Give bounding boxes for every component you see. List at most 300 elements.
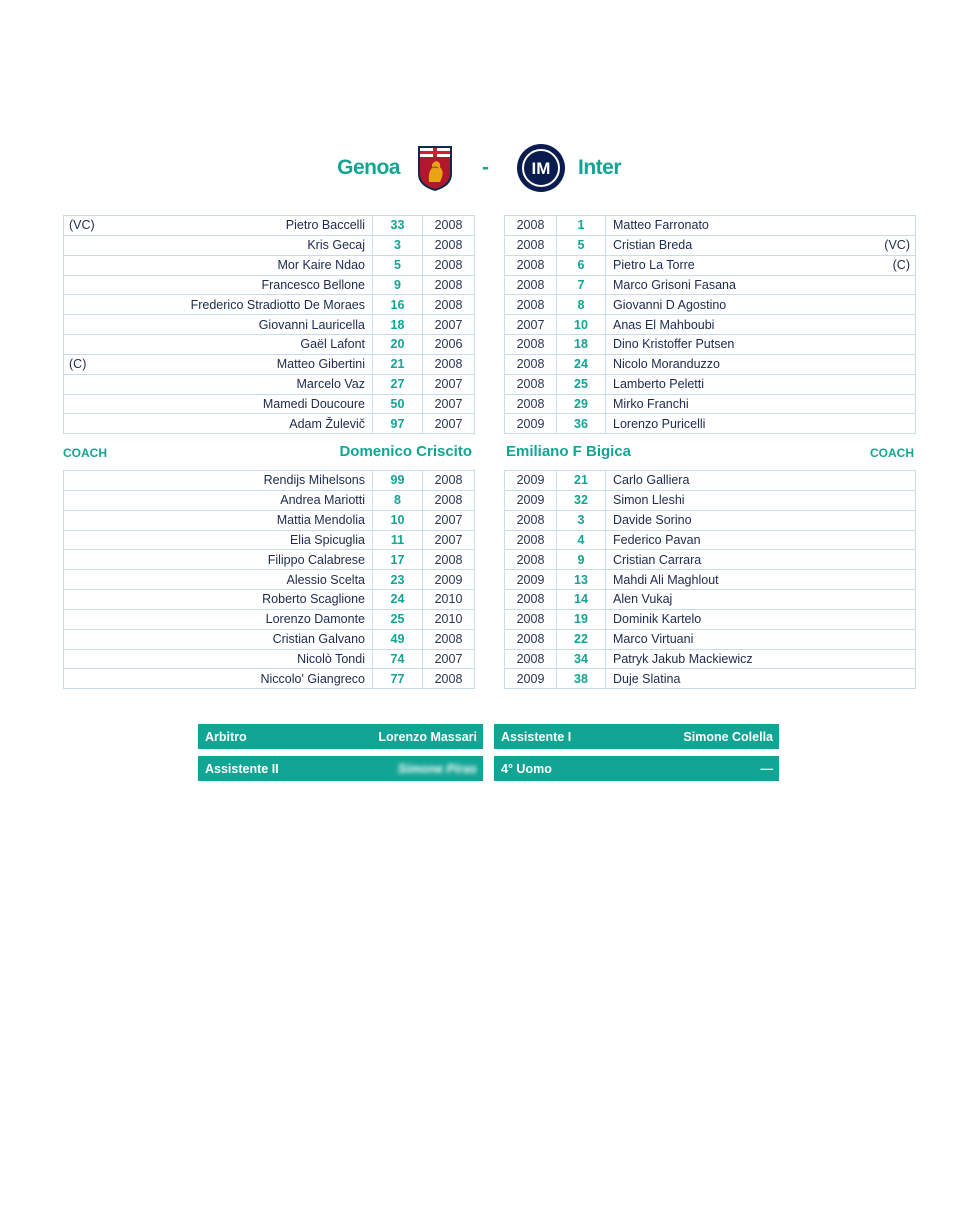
player-name — [606, 235, 916, 255]
table-row — [505, 216, 916, 236]
player-year — [423, 570, 475, 590]
away-subs-table — [504, 470, 916, 689]
player-name — [64, 570, 373, 590]
player-year-text: 2008 — [434, 357, 463, 372]
player-name-text: Adam Žulevič — [289, 416, 365, 431]
player-name-text: Giovanni D Agostino — [613, 297, 727, 312]
player-year-text: 2008 — [516, 612, 545, 627]
player-year-text: 2007 — [434, 416, 463, 431]
player-name-text: Alen Vukaj — [613, 592, 673, 607]
player-name-text: Dominik Kartelo — [613, 612, 702, 627]
player-year — [505, 335, 557, 355]
match-separator: - — [482, 156, 489, 179]
table-row — [64, 216, 475, 236]
player-name — [64, 216, 373, 236]
player-year-text: 2008 — [516, 513, 545, 528]
player-number — [557, 490, 606, 510]
player-year — [423, 235, 475, 255]
player-year-text: 2010 — [434, 612, 463, 627]
table-row — [64, 490, 475, 510]
player-name — [64, 295, 373, 315]
player-number-text: 24 — [390, 592, 405, 607]
player-year — [505, 235, 557, 255]
player-year — [423, 216, 475, 236]
table-row — [505, 335, 916, 355]
player-name-text: Nicolò Tondi — [297, 652, 365, 667]
table-row — [64, 394, 475, 414]
player-year — [505, 295, 557, 315]
player-name — [64, 669, 373, 689]
player-name-text: Mor Kaire Ndao — [277, 258, 365, 273]
player-number-text: 74 — [390, 652, 405, 667]
player-number — [557, 550, 606, 570]
player-number-text: 38 — [574, 671, 588, 686]
table-row — [505, 235, 916, 255]
official-label: Assistente II — [205, 762, 279, 776]
away-coach-name: Emiliano F Bigica — [506, 443, 632, 460]
player-number — [373, 216, 423, 236]
player-number — [557, 510, 606, 530]
player-name — [606, 394, 916, 414]
player-name-text: Matteo Gibertini — [276, 357, 365, 372]
player-name — [606, 629, 916, 649]
official-value: Simone Colella — [683, 730, 773, 744]
player-year-text: 2008 — [516, 592, 545, 607]
official-assistant-2 — [198, 756, 483, 781]
player-year-text: 2008 — [516, 377, 545, 392]
player-name — [64, 255, 373, 275]
player-name — [606, 255, 916, 275]
player-number — [557, 335, 606, 355]
player-number — [373, 235, 423, 255]
player-name — [606, 275, 916, 295]
table-row — [64, 275, 475, 295]
player-number-text: 18 — [574, 337, 588, 352]
player-year-text: 2008 — [516, 397, 545, 412]
player-name-text: Mirko Franchi — [613, 397, 689, 412]
player-year — [505, 374, 557, 394]
player-year — [505, 315, 557, 335]
table-row — [64, 609, 475, 629]
player-number-text: 34 — [574, 652, 588, 667]
player-number — [557, 374, 606, 394]
player-year — [505, 669, 557, 689]
table-row — [505, 394, 916, 414]
captain-badge: (C) — [69, 357, 87, 372]
player-name-text: Mattia Mendolia — [276, 513, 365, 528]
player-year-text: 2008 — [434, 218, 463, 233]
player-number — [557, 275, 606, 295]
player-number — [373, 530, 423, 550]
player-year-text: 2008 — [434, 632, 463, 647]
player-year — [505, 471, 557, 491]
player-name — [64, 649, 373, 669]
player-number-text: 14 — [574, 592, 588, 607]
table-row — [505, 629, 916, 649]
player-name-text: Marco Virtuani — [613, 632, 694, 647]
player-number-text: 22 — [574, 632, 588, 647]
player-number — [557, 295, 606, 315]
table-row — [505, 490, 916, 510]
player-number-text: 23 — [390, 572, 405, 587]
player-number-text: 17 — [390, 552, 405, 567]
player-number — [373, 354, 423, 374]
player-name-text: Rendijs Mihelsons — [263, 473, 365, 488]
player-year — [423, 354, 475, 374]
player-year — [423, 414, 475, 434]
player-name — [606, 550, 916, 570]
player-year-text: 2008 — [516, 277, 545, 292]
table-row — [64, 510, 475, 530]
player-year — [505, 490, 557, 510]
player-name — [64, 590, 373, 610]
table-row — [505, 275, 916, 295]
player-name-text: Patryk Jakub Mackiewicz — [613, 652, 753, 667]
player-name-text: Andrea Mariotti — [280, 493, 365, 508]
player-number — [557, 394, 606, 414]
player-year — [505, 510, 557, 530]
player-number — [557, 530, 606, 550]
player-year — [505, 255, 557, 275]
player-number — [557, 414, 606, 434]
player-name-text: Federico Pavan — [613, 532, 701, 547]
player-name-text: Niccolo' Giangreco — [260, 671, 365, 686]
player-year-text: 2008 — [434, 671, 463, 686]
player-number — [557, 669, 606, 689]
player-year — [505, 649, 557, 669]
player-year-text: 2008 — [516, 218, 545, 233]
player-name — [64, 629, 373, 649]
player-number — [557, 216, 606, 236]
player-year — [505, 275, 557, 295]
table-row — [505, 609, 916, 629]
player-number — [557, 590, 606, 610]
player-year — [423, 295, 475, 315]
player-name-text: Lamberto Peletti — [613, 377, 705, 392]
player-year — [505, 530, 557, 550]
player-year — [423, 315, 475, 335]
player-number — [373, 374, 423, 394]
player-number-text: 5 — [577, 238, 585, 253]
table-row — [505, 354, 916, 374]
player-number-text: 3 — [394, 238, 401, 253]
player-name — [64, 374, 373, 394]
genoa-crest-icon — [416, 144, 454, 192]
player-name — [606, 510, 916, 530]
player-number-text: 27 — [390, 377, 405, 392]
table-row — [64, 649, 475, 669]
player-number-text: 25 — [574, 377, 588, 392]
player-number — [557, 609, 606, 629]
player-year-text: 2008 — [434, 552, 463, 567]
table-row — [64, 629, 475, 649]
player-year — [423, 335, 475, 355]
player-year — [423, 471, 475, 491]
player-number — [373, 669, 423, 689]
player-number — [557, 255, 606, 275]
player-name-text: Pietro Baccelli — [285, 218, 365, 233]
player-number-text: 19 — [574, 612, 588, 627]
player-year — [505, 570, 557, 590]
player-year — [423, 669, 475, 689]
table-row — [505, 315, 916, 335]
player-name — [606, 530, 916, 550]
player-year-text: 2008 — [516, 632, 545, 647]
table-row — [64, 335, 475, 355]
player-name-text: Davide Sorino — [613, 513, 692, 528]
player-name-text: Alessio Scelta — [286, 572, 365, 587]
player-number-text: 6 — [577, 258, 585, 273]
player-number-text: 99 — [390, 473, 405, 488]
player-year — [505, 216, 557, 236]
player-name — [64, 609, 373, 629]
player-year — [423, 255, 475, 275]
player-number — [373, 414, 423, 434]
player-year — [423, 394, 475, 414]
table-row — [505, 374, 916, 394]
player-year-text: 2009 — [516, 493, 545, 508]
player-year-text: 2008 — [516, 297, 545, 312]
player-number — [373, 590, 423, 610]
player-number-text: 36 — [574, 416, 588, 431]
player-year-text: 2008 — [516, 652, 545, 667]
table-row — [64, 295, 475, 315]
player-number-text: 25 — [390, 612, 405, 627]
away-starters-table — [504, 215, 916, 434]
player-number — [373, 490, 423, 510]
player-number — [373, 275, 423, 295]
player-name-text: Cristian Carrara — [613, 552, 702, 567]
table-row — [64, 530, 475, 550]
official-label: Assistente I — [501, 730, 572, 744]
player-number-text: 21 — [574, 473, 588, 488]
official-label: 4° Uomo — [501, 762, 552, 776]
player-name — [606, 609, 916, 629]
player-year — [423, 510, 475, 530]
player-number-text: 29 — [574, 397, 588, 412]
player-name-text: Giovanni Lauricella — [258, 317, 365, 332]
table-row — [64, 235, 475, 255]
table-row — [505, 649, 916, 669]
player-year-text: 2008 — [516, 552, 545, 567]
player-year-text: 2007 — [434, 397, 463, 412]
table-row — [64, 590, 475, 610]
player-number — [373, 471, 423, 491]
player-name — [64, 235, 373, 255]
inter-crest-icon — [516, 143, 566, 193]
player-name — [64, 530, 373, 550]
player-number-text: 8 — [394, 493, 401, 508]
player-name-text: Matteo Farronato — [613, 218, 709, 233]
table-row — [505, 510, 916, 530]
player-number-text: 32 — [574, 493, 588, 508]
player-year-text: 2009 — [516, 416, 545, 431]
table-row — [64, 471, 475, 491]
table-row — [505, 570, 916, 590]
official-assistant-1 — [494, 724, 779, 749]
player-name-text: Roberto Scaglione — [262, 592, 365, 607]
player-year — [423, 530, 475, 550]
table-row — [64, 414, 475, 434]
home-team-name: Genoa — [337, 156, 400, 179]
player-name — [606, 570, 916, 590]
player-number — [557, 649, 606, 669]
player-name — [64, 335, 373, 355]
player-year-text: 2008 — [434, 473, 463, 488]
player-number-text: 9 — [577, 552, 585, 567]
player-number — [373, 550, 423, 570]
player-year — [423, 649, 475, 669]
player-number-text: 49 — [390, 632, 405, 647]
player-name — [64, 315, 373, 335]
player-year — [423, 609, 475, 629]
player-number-text: 21 — [390, 357, 405, 372]
player-year-text: 2008 — [434, 297, 463, 312]
player-number-text: 9 — [394, 277, 401, 292]
home-subs-table — [63, 470, 475, 689]
player-name-text: Dino Kristoffer Putsen — [613, 337, 735, 352]
player-year-text: 2009 — [516, 473, 545, 488]
player-number-text: 77 — [390, 671, 405, 686]
player-number-text: 11 — [390, 532, 405, 547]
player-number-text: 13 — [574, 572, 588, 587]
player-number — [373, 629, 423, 649]
player-year-text: 2009 — [516, 671, 545, 686]
player-name-text: Filippo Calabrese — [267, 552, 365, 567]
home-coach-name: Domenico Criscito — [339, 443, 472, 460]
player-year — [423, 590, 475, 610]
away-coach-label: COACH — [870, 446, 914, 460]
player-year-text: 2009 — [516, 572, 545, 587]
player-name-text: Nicolo Moranduzzo — [613, 357, 720, 372]
official-value: — — [760, 762, 773, 776]
table-row — [505, 550, 916, 570]
player-name-text: Marco Grisoni Fasana — [613, 277, 736, 292]
player-number-text: 20 — [390, 337, 405, 352]
player-name-text: Cristian Galvano — [272, 632, 365, 647]
player-number — [373, 394, 423, 414]
player-name — [64, 490, 373, 510]
player-number-text: 10 — [390, 513, 405, 528]
player-number-text: 33 — [390, 218, 405, 233]
player-name-text: Cristian Breda — [613, 238, 693, 253]
player-number-text: 16 — [390, 297, 405, 312]
player-number-text: 18 — [390, 317, 405, 332]
player-name — [606, 669, 916, 689]
player-year-text: 2007 — [434, 377, 463, 392]
player-name — [606, 315, 916, 335]
player-number-text: 8 — [577, 297, 585, 312]
player-number — [557, 629, 606, 649]
table-row — [64, 354, 475, 374]
player-number — [373, 335, 423, 355]
player-number — [557, 235, 606, 255]
official-value: Lorenzo Massari — [378, 730, 477, 744]
player-year-text: 2007 — [434, 317, 463, 332]
player-number-text: 50 — [390, 397, 405, 412]
player-year — [505, 394, 557, 414]
player-year — [505, 590, 557, 610]
table-row — [505, 590, 916, 610]
player-year-text: 2008 — [434, 277, 463, 292]
player-number-text: 5 — [394, 258, 401, 273]
player-year — [423, 374, 475, 394]
player-name-text: Lorenzo Puricelli — [613, 416, 706, 431]
player-year — [423, 550, 475, 570]
player-year-text: 2008 — [516, 238, 545, 253]
player-number-text: 7 — [577, 277, 585, 292]
official-label: Arbitro — [205, 730, 247, 744]
player-year — [423, 629, 475, 649]
player-year-text: 2008 — [516, 357, 545, 372]
player-name — [64, 354, 373, 374]
player-year-text: 2008 — [434, 493, 463, 508]
player-year-text: 2007 — [434, 652, 463, 667]
official-value: Simone Piras — [397, 762, 477, 776]
player-name — [606, 649, 916, 669]
player-year-text: 2007 — [434, 532, 463, 547]
table-row — [64, 570, 475, 590]
player-year-text: 2007 — [434, 513, 463, 528]
away-team-name: Inter — [578, 156, 622, 179]
player-year — [505, 414, 557, 434]
player-name-text: Carlo Galliera — [613, 473, 690, 488]
player-name-text: Gaël Lafont — [300, 337, 365, 352]
player-name — [606, 295, 916, 315]
home-coach-label: COACH — [63, 446, 107, 460]
official-referee — [198, 724, 483, 749]
player-name — [606, 490, 916, 510]
player-number — [557, 354, 606, 374]
table-row — [505, 255, 916, 275]
captain-badge: (C) — [892, 258, 910, 273]
player-number-text: 24 — [574, 357, 588, 372]
player-name — [606, 590, 916, 610]
player-year — [505, 629, 557, 649]
table-row — [64, 374, 475, 394]
player-name-text: Frederico Stradiotto De Moraes — [190, 297, 365, 312]
player-year-text: 2008 — [516, 532, 545, 547]
player-name — [606, 471, 916, 491]
home-starters-table — [63, 215, 475, 434]
player-name — [64, 550, 373, 570]
table-row — [64, 550, 475, 570]
player-name-text: Francesco Bellone — [261, 277, 365, 292]
player-number-text: 3 — [577, 513, 585, 528]
player-name — [606, 335, 916, 355]
official-fourth — [494, 756, 779, 781]
player-number — [557, 570, 606, 590]
table-row — [505, 530, 916, 550]
player-name — [606, 216, 916, 236]
player-name — [606, 374, 916, 394]
player-year-text: 2008 — [434, 238, 463, 253]
match-header — [0, 140, 972, 200]
player-year-text: 2007 — [516, 317, 545, 332]
player-year — [423, 275, 475, 295]
player-number — [373, 315, 423, 335]
captain-badge: (VC) — [69, 218, 95, 233]
player-name-text: Duje Slatina — [613, 671, 681, 686]
player-name-text: Marcelo Vaz — [296, 377, 365, 392]
player-name — [64, 471, 373, 491]
player-year — [505, 609, 557, 629]
player-number-text: 10 — [574, 317, 588, 332]
player-name-text: Mamedi Doucoure — [262, 397, 365, 412]
table-row — [505, 414, 916, 434]
player-year — [505, 354, 557, 374]
svg-text:IM: IM — [531, 159, 551, 178]
